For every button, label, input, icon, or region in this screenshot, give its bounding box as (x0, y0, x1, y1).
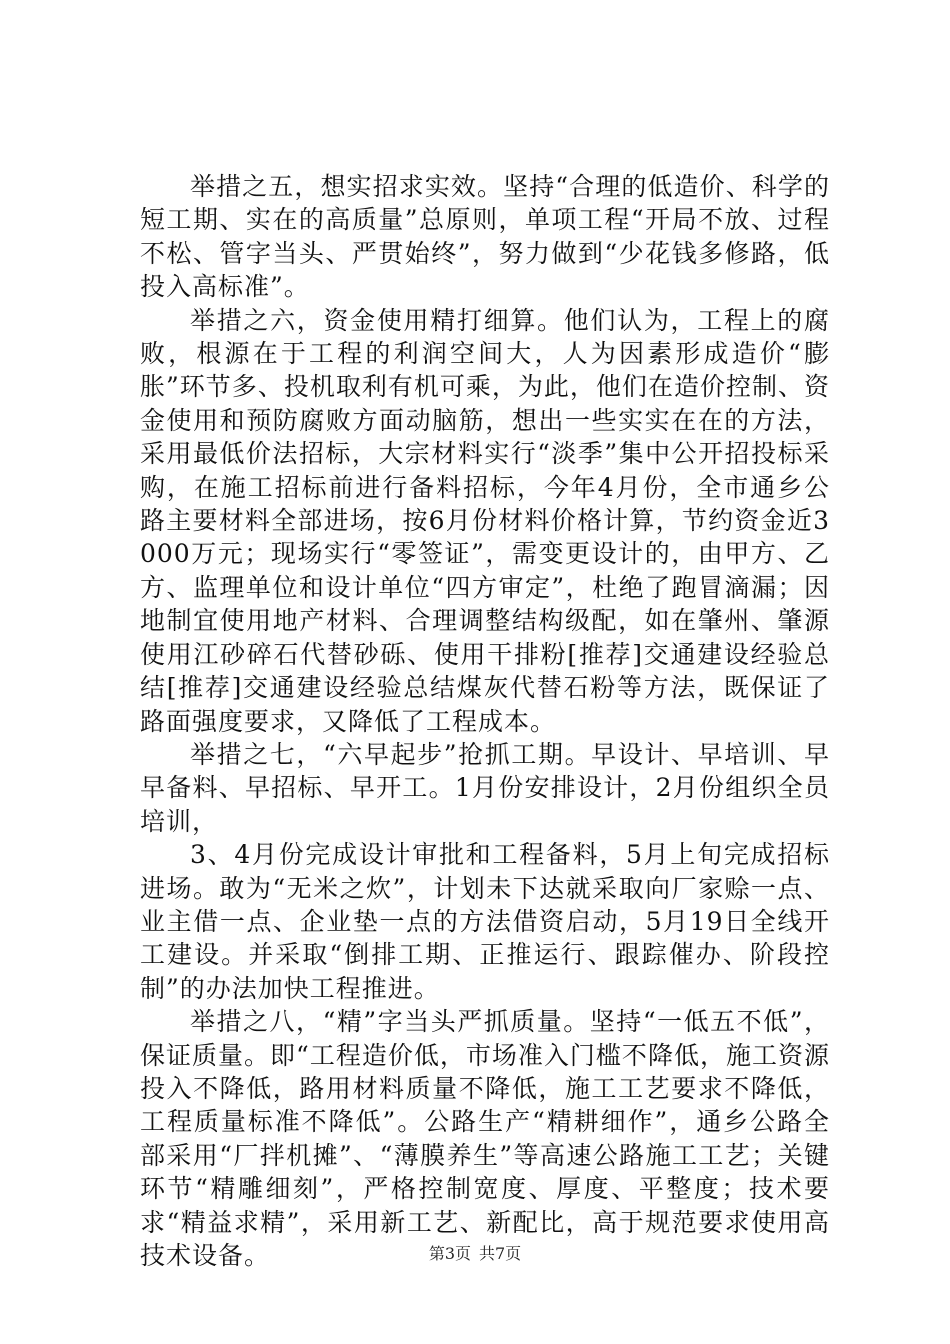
page-number-current: 第3页 (428, 1244, 471, 1263)
page-number-total: 共7页 (479, 1244, 522, 1263)
paragraph-measure-7-continued: 3、4月份完成设计审批和工程备料，5月上旬完成招标进场。敢为“无米之炊”，计划未下达就采取向厂家赊一点、业主借一点、企业垫一点的方法借资启动，5月19日全线开工建设。并采取“倒排工期、正推运行、跟踪催办、阶段控制”的办法加快工程推进。 (140, 840, 830, 1003)
paragraph-measure-6: 举措之六，资金使用精打细算。他们认为，工程上的腐败，根源在于工程的利润空间大，人为因素形成造价“膨胀”环节多、投机取利有机可乘，为此，他们在造价控制、资金使用和预防腐败方面动脑筋，想出一些实实在在的方法，采用最低价法招标，大宗材料实行“淡季”集中公开招投标采购，在施工招标前进行备料招标，今年4月份，全市通乡公路主要材料全部进场，按6月份材料价格计算，节约资金近3000万元；现场实行“零签证”，需变更设计的，由甲方、乙方、监理单位和设计单位“四方审定”，杜绝了跑冒滴漏；因地制宜使用地产材料、合理调整结构级配，如在肇州、肇源使用江砂碎石代替砂砾、使用干排粉[推荐]交通建设经验总结[推荐]交通建设经验总结煤灰代替石粉等方法，既保证了路面强度要求，又降低了工程成本。 (140, 305, 830, 736)
paragraph-measure-8: 举措之八，“精”字当头严抓质量。坚持“一低五不低”，保证质量。即“工程造价低，市场准入门槛不降低，施工资源投入不降低，路用材料质量不降低，施工工艺要求不降低，工程质量标准不降低”。公路生产“精耕细作”，通乡公路全部采用“厂拌机摊”、“薄膜养生”等高速公路施工工艺；关键环节“精雕细刻”，严格控制宽度、厚度、平整度；技术要求“精益求精”，采用新工艺、新配比，高于规范要求使用高技术设备。 (140, 1007, 830, 1270)
document-body (140, 170, 830, 1272)
page-footer (0, 1244, 950, 1264)
paragraph-measure-5: 举措之五，想实招求实效。坚持“合理的低造价、科学的短工期、实在的高质量”总原则，单项工程“开局不放、过程不松、管字当头、严贯始终”，努力做到“少花钱多修路，低投入高标准”。 (140, 172, 830, 302)
paragraph-measure-7: 举措之七，“六早起步”抢抓工期。早设计、早培训、早早备料、早招标、早开工。1月份安排设计，2月份组织全员培训， (140, 739, 830, 836)
